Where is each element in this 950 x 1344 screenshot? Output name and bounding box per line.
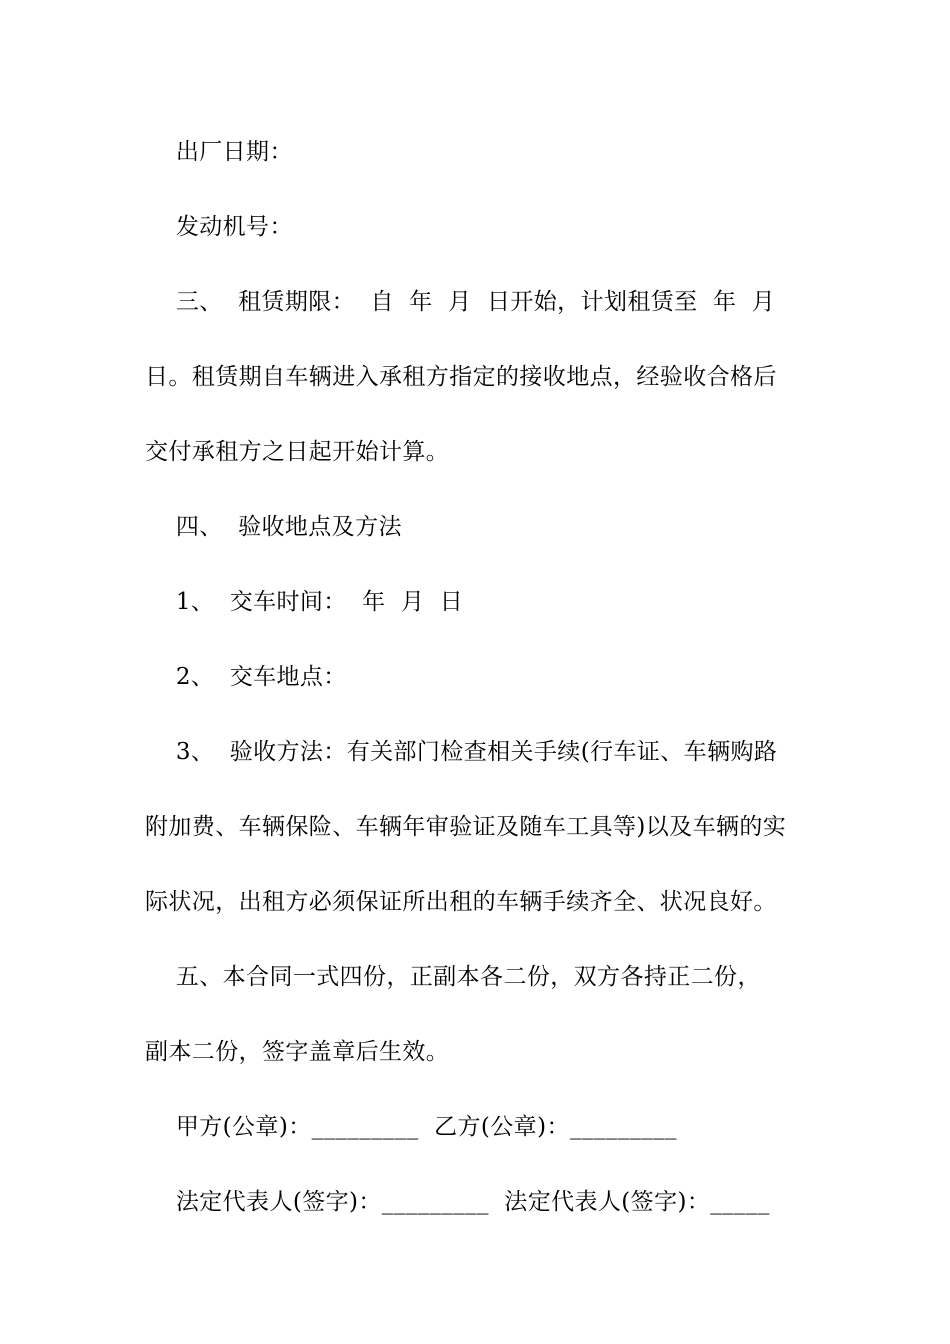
text-line-acceptance-method: 3、 验收方法：有关部门检查相关手续(行车证、车辆购路 (145, 739, 778, 765)
text-line-delivery-place: 2、 交车地点： (145, 664, 347, 690)
text-line-acceptance-method-end: 际状况，出租方必须保证所出租的车辆手续齐全、状况良好。 (145, 889, 777, 915)
text-line-lease-term: 三、 租赁期限： 自 年 月 日开始，计划租赁至 年 月 (145, 289, 776, 315)
signature-line-parties: 甲方(公章)：_________ 乙方(公章)：_________ (145, 1114, 677, 1140)
signature-line-representatives: 法定代表人(签字)：_________ 法定代表人(签字)：_____ (145, 1189, 770, 1215)
section-heading-acceptance: 四、 验收地点及方法 (145, 514, 402, 540)
text-line-copies-end: 副本二份，签字盖章后生效。 (145, 1039, 450, 1065)
text-line-engine-number: 发动机号： (145, 214, 293, 240)
text-line-lease-term-end: 交付承租方之日起开始计算。 (145, 439, 450, 465)
text-line-copies: 五、本合同一式四份，正副本各二份，双方各持正二份， (145, 964, 761, 990)
text-line-factory-date: 出厂日期： (145, 139, 293, 165)
text-line-delivery-time: 1、 交车时间： 年 月 日 (145, 589, 464, 615)
text-line-acceptance-method-cont: 附加费、车辆保险、车辆年审验证及随车工具等)以及车辆的实 (145, 814, 787, 840)
text-line-lease-term-cont: 日。租赁期自车辆进入承租方指定的接收地点，经验收合格后 (145, 364, 777, 390)
